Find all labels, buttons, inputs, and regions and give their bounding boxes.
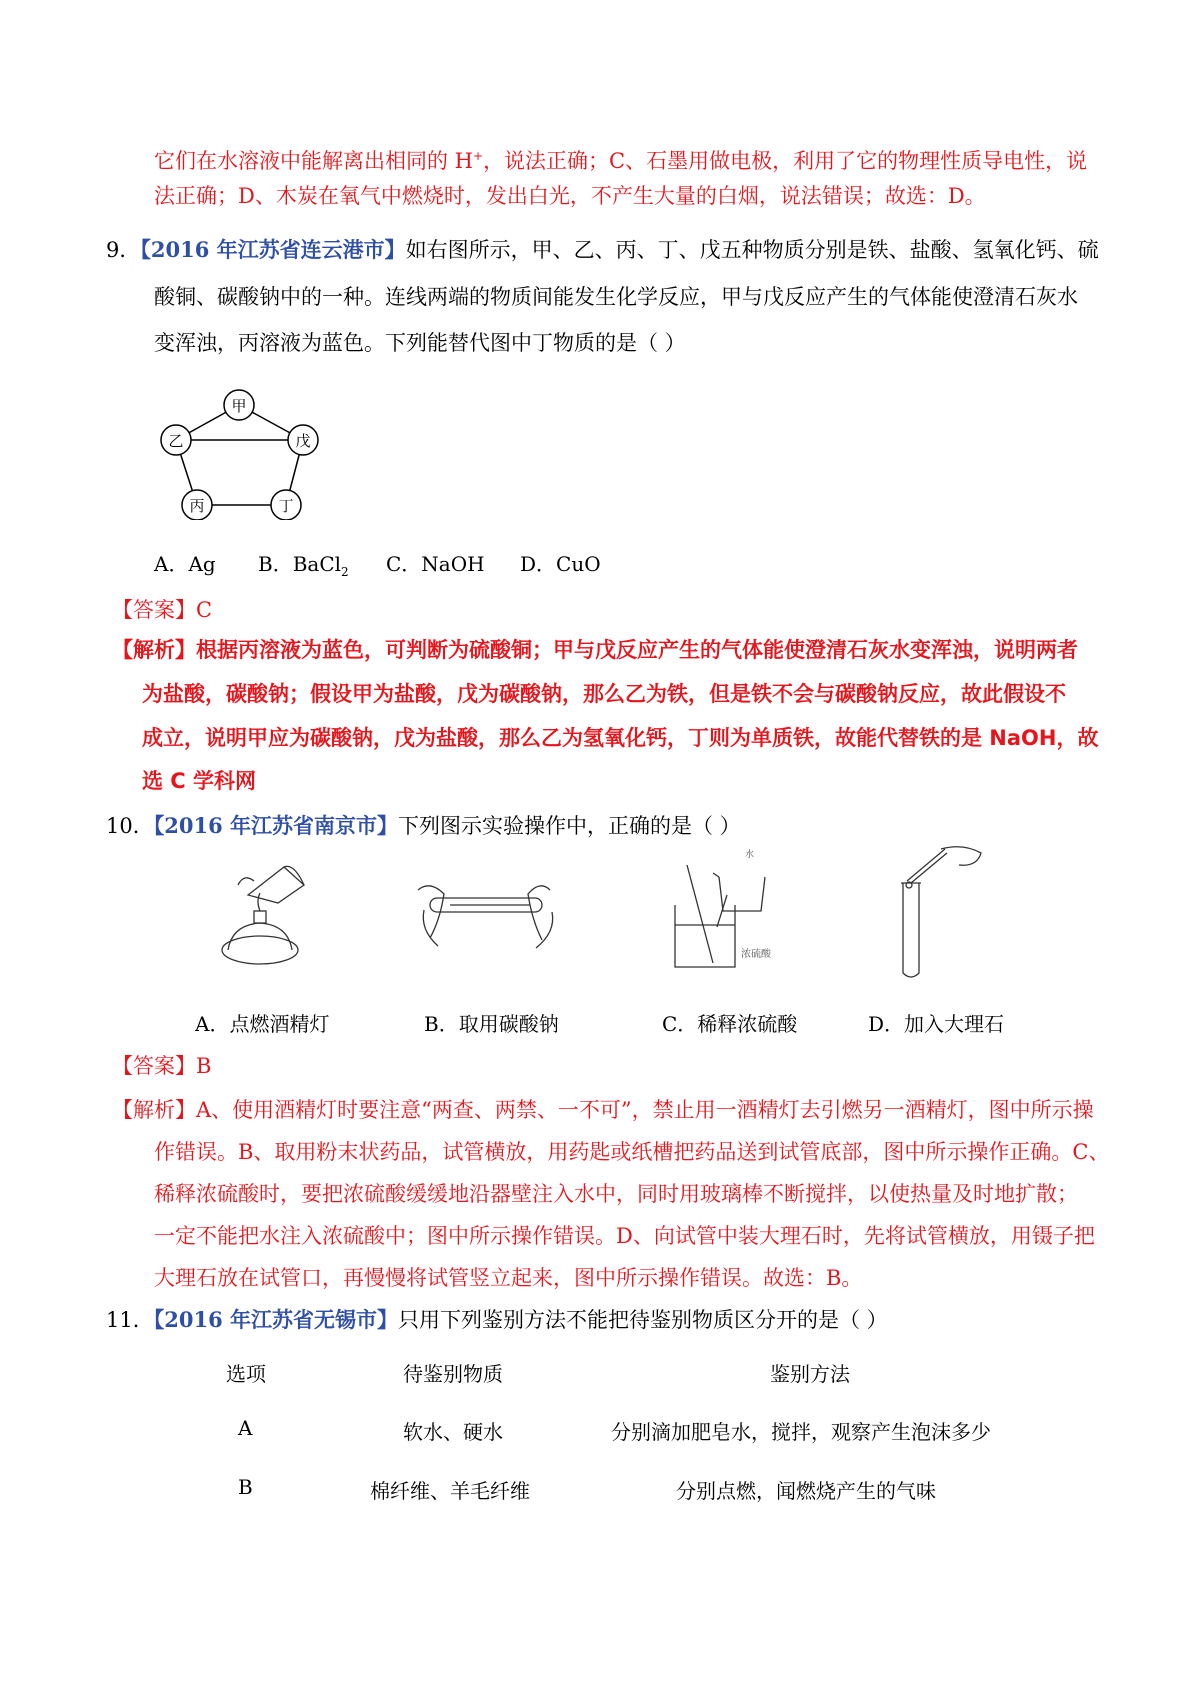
image-alcohol-lamp [208, 855, 318, 975]
q9-analysis-line-1: 【解析】根据丙溶液为蓝色，可判断为硫酸铜；甲与戊反应产生的气体能使澄清石灰水变浑浊，说明两者 [112, 638, 1078, 662]
q10-analysis-line-5: 大理石放在试管口，再慢慢将试管竖立起来，图中所示操作错误。故选：B。 [154, 1266, 863, 1290]
q11-number: 11． [106, 1308, 154, 1332]
q10-number: 10． [106, 814, 154, 838]
q9-stem-text: 如右图所示，甲、乙、丙、丁、戊五种物质分别是铁、盐酸、氢氧化钙、硫 [405, 238, 1099, 262]
q11-header-method: 鉴别方法 [770, 1362, 850, 1386]
q10-caption-a: A．点燃酒精灯 [195, 1012, 330, 1036]
q11-source: 【2016 年江苏省无锡市】 [153, 1307, 398, 1332]
q11-row-b-substance: 棉纤维、羊毛纤维 [370, 1479, 530, 1503]
q9-option-a: A．Ag [154, 552, 216, 576]
node-label-wu: 戊 [295, 432, 311, 450]
q11-row-a-method: 分别滴加肥皂水，搅拌，观察产生泡沫多少 [611, 1420, 991, 1444]
q10-caption-b: B．取用碳酸钠 [424, 1012, 559, 1036]
q10-analysis-line-3: 稀释浓硫酸时，要把浓硫酸缓缓地沿器壁注入水中，同时用玻璃棒不断搅拌，以使热量及时地扩散； [154, 1182, 1078, 1206]
q10-caption-d: D．加入大理石 [868, 1012, 1005, 1036]
q9-option-c: C．NaOH [386, 552, 485, 576]
q9-number: 9． [106, 238, 141, 262]
q9-source: 【2016 年江苏省连云港市】 [140, 237, 406, 262]
q11-header-option: 选项 [226, 1362, 266, 1386]
label-water: 水 [745, 850, 755, 860]
q11-header-substance: 待鉴别物质 [403, 1362, 503, 1386]
q9-option-b: B．BaCl$_2$ [258, 552, 349, 579]
q9-analysis-line-3: 成立，说明甲应为碳酸钠，戊为盐酸，那么乙为氢氧化钙，丁则为单质铁，故能代替铁的是 NaOH，故 [142, 726, 1099, 750]
q11-row-b-method: 分别点燃，闻燃烧产生的气味 [676, 1479, 936, 1503]
q9-pentagon-diagram [148, 385, 333, 520]
q9-answer: 【答案】C [112, 598, 213, 622]
q9-analysis-line-2: 为盐酸，碳酸钠；假设甲为盐酸，戊为碳酸钠，那么乙为铁，但是铁不会与碳酸钠反应，故此假设不 [142, 682, 1066, 706]
q11-row-b-option: B [238, 1475, 253, 1499]
q10-analysis-line-1: 【解析】A、使用酒精灯时要注意“两查、两禁、一不可”，禁止用一酒精灯去引燃另一酒精灯，图中所示操 [112, 1098, 1094, 1122]
q10-answer: 【答案】B [112, 1054, 212, 1078]
q9-analysis-line-4: 选 C 学科网 [142, 769, 257, 793]
q10-stem: 10．【2016 年江苏省南京市】下列图示实验操作中，正确的是（ ） [106, 813, 741, 838]
node-label-jia: 甲 [231, 397, 247, 415]
q9-stem-line-1 [106, 232, 1099, 268]
q11-row-a-option: A [238, 1416, 253, 1440]
q11-row-a-substance: 软水、硬水 [403, 1420, 503, 1444]
q9-option-d: D．CuO [520, 552, 601, 576]
node-label-ding: 丁 [278, 497, 294, 515]
q8-analysis-line-2: 法正确；D、木炭在氧气中燃烧时，发出白光，不产生大量的白烟，说法错误；故选：D。 [154, 184, 986, 208]
q8-analysis-line-1: 它们在水溶液中能解离出相同的 H+，说法正确；C、石墨用做电极，利用了它的物理性质导电性，说 [154, 149, 1088, 173]
q9-stem-line-3: 变浑浊，丙溶液为蓝色。下列能替代图中丁物质的是（ ） [154, 331, 686, 355]
node-label-yi: 乙 [168, 432, 184, 450]
q9-stem-line-2: 酸铜、碳酸钠中的一种。连线两端的物质间能发生化学反应，甲与戊反应产生的气体能使澄清石灰水 [154, 285, 1078, 309]
q10-source: 【2016 年江苏省南京市】 [153, 813, 398, 838]
label-conc-acid: 浓硫酸 [741, 949, 771, 960]
q10-caption-c: C．稀释浓硫酸 [662, 1012, 798, 1036]
node-label-bing: 丙 [189, 497, 205, 515]
q10-analysis-line-2: 作错误。B、取用粉末状药品，试管横放，用药匙或纸槽把药品送到试管底部，图中所示操作正确。C、 [154, 1140, 1110, 1164]
image-add-marble [885, 845, 995, 985]
q10-analysis-line-4: 一定不能把水注入浓硫酸中；图中所示操作错误。D、向试管中装大理石时，先将试管横放，用镊子把 [154, 1224, 1095, 1248]
q11-stem: 11．【2016 年江苏省无锡市】只用下列鉴别方法不能把待鉴别物质区分开的是（ ） [106, 1307, 888, 1332]
image-test-tube-powder [410, 860, 565, 960]
image-dilute-sulfuric-acid [665, 845, 790, 975]
